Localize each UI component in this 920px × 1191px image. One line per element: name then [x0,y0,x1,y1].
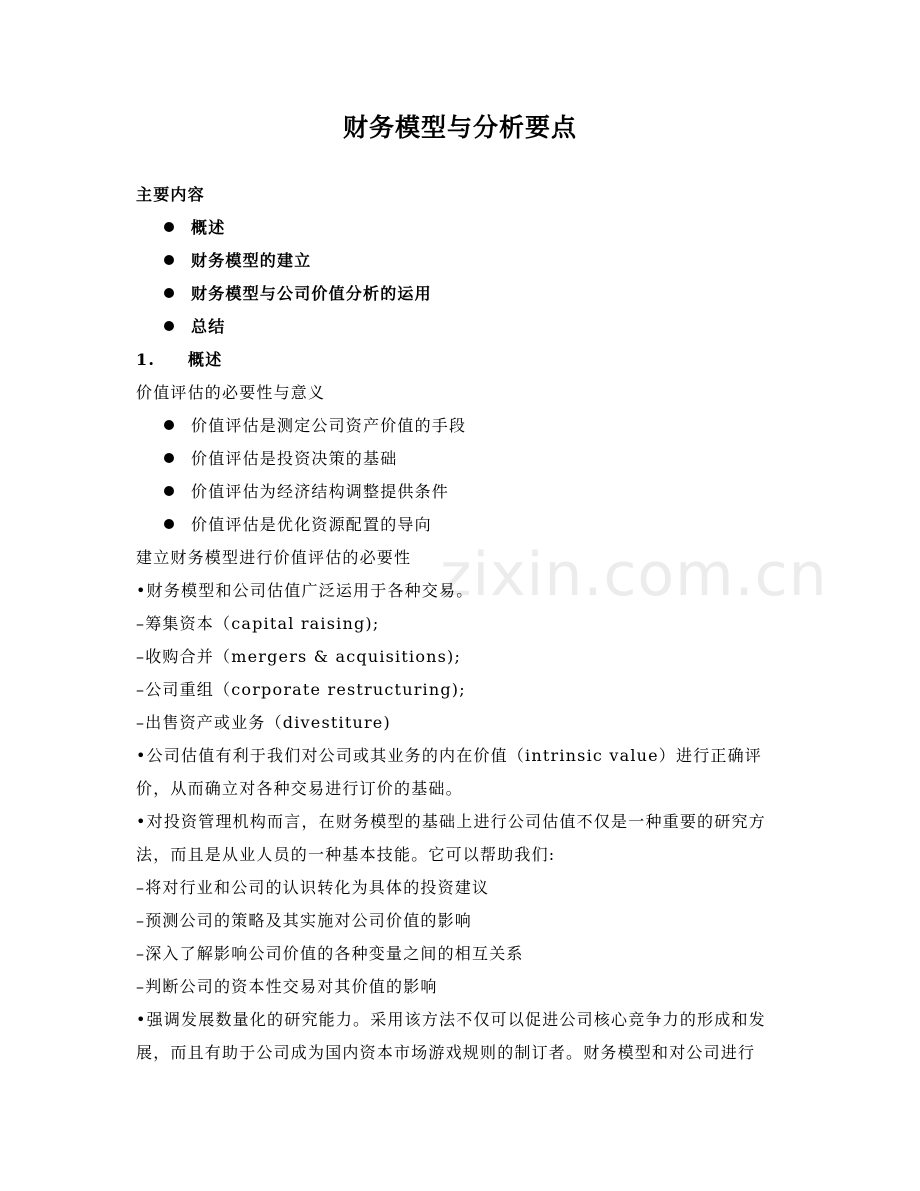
bullet-icon [164,486,174,496]
paragraph: •财务模型和公司估值广泛运用于各种交易。 [136,581,474,600]
section-title: 概述 [188,350,223,369]
subheading: 建立财务模型进行价值评估的必要性 [136,548,412,567]
list-item-text: 价值评估是投资决策的基础 [191,449,398,468]
paragraph-line: •公司估值有利于我们对公司或其业务的内在价值（intrinsic value）进行正确评 [136,746,763,765]
toc-item [164,277,432,310]
dash-item: –将对行业和公司的认识转化为具体的投资建议 [136,878,490,897]
paragraph-line: 展，而且有助于公司成为国内资本市场游戏规则的制订者。财务模型和对公司进行 [136,1043,756,1062]
toc-item-label: 概述 [191,218,226,237]
subheading: 价值评估的必要性与意义 [136,383,326,402]
bullet-icon [164,321,174,331]
toc-item [164,211,225,244]
document-title: 财务模型与分析要点 [342,113,577,142]
dash-item: –筹集资本（capital raising); [136,614,380,633]
dash-item: –公司重组（corporate restructuring); [136,680,466,699]
dash-item: –出售资产或业务（divestiture) [136,713,391,732]
list-item [164,409,466,442]
watermark: zixin.com.cn [440,540,828,610]
list-item-text: 价值评估为经济结构调整提供条件 [191,482,450,501]
dash-item: –收购合并（mergers & acquisitions); [136,647,462,666]
toc-item-label: 财务模型与公司价值分析的运用 [191,284,432,303]
toc-item-label: 财务模型的建立 [191,251,312,270]
toc-item [164,244,311,277]
paragraph-line: 法，而且是从业人员的一种基本技能。它可以帮助我们: [136,845,556,864]
list-item-text: 价值评估是优化资源配置的导向 [191,515,432,534]
toc-heading: 主要内容 [136,185,205,204]
list-item [164,475,449,508]
toc-item-label: 总结 [191,317,226,336]
bullet-icon [164,255,174,265]
paragraph-line: 价，从而确立对各种交易进行订价的基础。 [136,779,463,798]
dash-item: –深入了解影响公司价值的各种变量之间的相互关系 [136,944,524,963]
bullet-icon [164,420,174,430]
bullet-icon [164,519,174,529]
bullet-icon [164,222,174,232]
paragraph-line: •强调发展数量化的研究能力。采用该方法不仅可以促进公司核心竞争力的形成和发 [136,1010,766,1029]
paragraph-line: •对投资管理机构而言，在财务模型的基础上进行公司估值不仅是一种重要的研究方 [136,812,766,831]
list-item [164,508,432,541]
list-item-text: 价值评估是测定公司资产价值的手段 [191,416,467,435]
bullet-icon [164,288,174,298]
bullet-icon [164,453,174,463]
dash-item: –预测公司的策略及其实施对公司价值的影响 [136,911,473,930]
list-item [164,442,397,475]
section-heading [136,343,796,376]
toc-item [164,310,225,343]
section-number: 1. [136,350,156,369]
dash-item: –判断公司的资本性交易对其价值的影响 [136,977,438,996]
